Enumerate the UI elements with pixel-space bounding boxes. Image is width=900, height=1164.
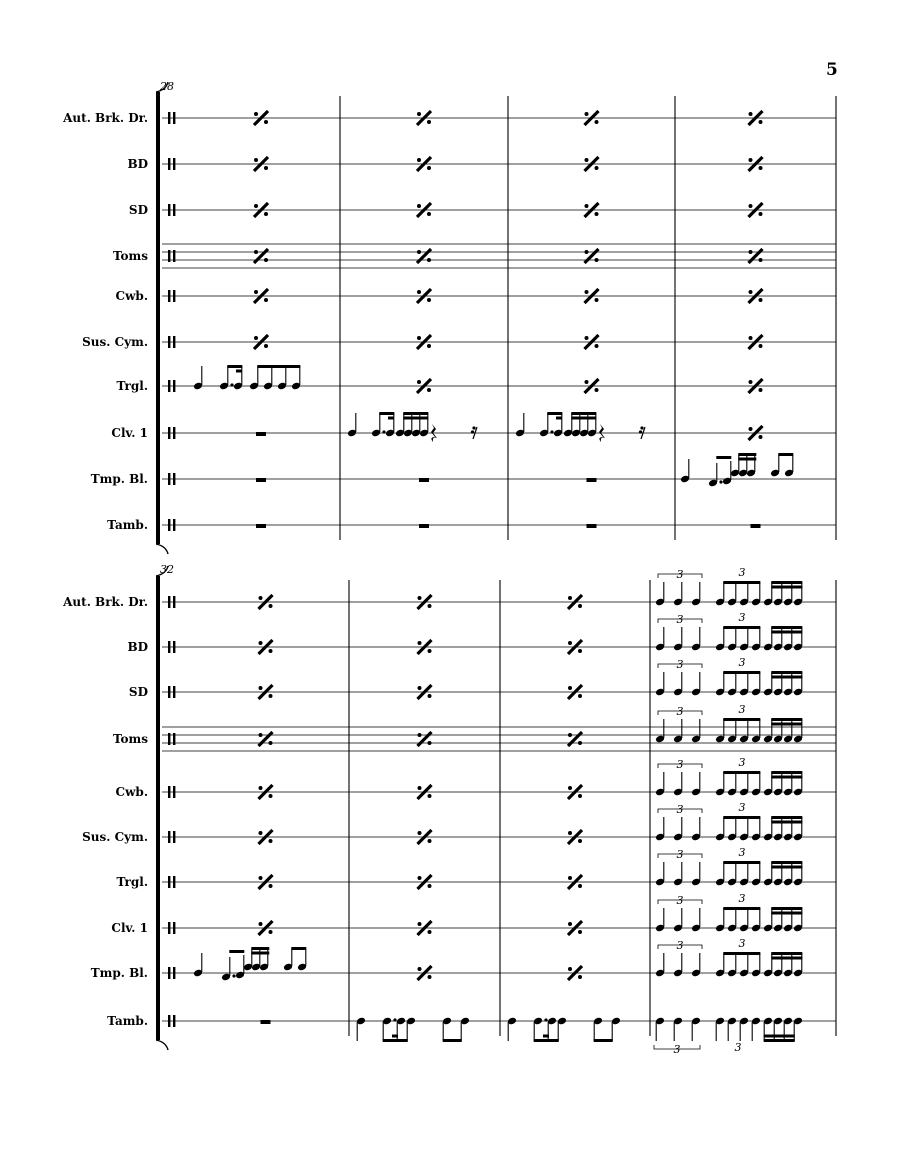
tuplet-number: 3 <box>676 705 684 718</box>
percussion-clef <box>173 158 175 170</box>
whole-rest <box>256 524 266 528</box>
measure-4-cell <box>655 937 803 977</box>
percussion-clef <box>173 733 175 745</box>
percussion-clef <box>173 641 175 653</box>
tuplet-number: 3 <box>738 892 746 905</box>
page-number: 5 <box>826 60 838 80</box>
tuplet-number: 3 <box>676 758 684 771</box>
measure-4-cell <box>655 892 803 932</box>
percussion-clef <box>168 158 170 170</box>
beam <box>547 412 562 415</box>
whole-rest <box>419 524 429 528</box>
beam <box>771 676 802 679</box>
tuplet-number: 3 <box>738 566 746 579</box>
beam <box>571 412 596 415</box>
percussion-clef <box>168 733 170 745</box>
beam <box>771 631 802 634</box>
tuplet-number: 3 <box>738 656 746 669</box>
beam <box>738 458 756 461</box>
instrument-label: Tamb. <box>107 1014 148 1028</box>
percussion-clef <box>173 380 175 392</box>
measure-4-cell <box>654 1017 803 1056</box>
augmentation-dot <box>719 480 722 483</box>
tuplet-number: 3 <box>676 894 684 907</box>
percussion-clef <box>173 519 175 531</box>
augmentation-dot <box>230 383 233 386</box>
beam <box>771 771 802 774</box>
tuplet-number: 3 <box>676 658 684 671</box>
beam <box>723 952 760 955</box>
percussion-clef <box>168 967 170 979</box>
tuplet-number: 3 <box>738 611 746 624</box>
percussion-clef <box>173 427 175 439</box>
measure-repeat-sign <box>418 732 432 746</box>
instrument-label: SD <box>128 685 148 699</box>
measure-3-cell <box>568 732 582 746</box>
beam <box>543 1035 549 1038</box>
beam <box>403 412 428 415</box>
beam <box>771 952 802 955</box>
measure-4-cell <box>655 611 803 651</box>
bracket-bottom-hook <box>156 544 168 554</box>
measure-4-cell <box>655 566 803 606</box>
tuplet-number: 3 <box>738 703 746 716</box>
percussion-clef <box>168 250 170 262</box>
augmentation-dot <box>382 430 385 433</box>
measure-repeat-sign <box>585 249 599 263</box>
beam <box>771 866 802 869</box>
beam <box>379 412 394 415</box>
measure-2-cell <box>419 478 429 482</box>
percussion-clef <box>168 336 170 348</box>
system-1 <box>62 80 836 554</box>
measure-1-cell <box>256 478 266 482</box>
beam <box>723 718 760 721</box>
percussion-clef <box>168 641 170 653</box>
beam <box>251 947 269 950</box>
measure-4-cell <box>655 703 803 743</box>
percussion-clef <box>168 112 170 124</box>
augmentation-dot <box>232 974 235 977</box>
percussion-clef <box>168 831 170 843</box>
beam <box>771 776 802 779</box>
beam <box>443 1039 462 1042</box>
percussion-clef <box>173 786 175 798</box>
instrument-label: Sus. Cym. <box>82 830 148 844</box>
percussion-clef <box>168 686 170 698</box>
sixteenth-rest-dot <box>472 426 475 429</box>
instrument-label: Clv. 1 <box>111 921 148 935</box>
augmentation-dot <box>393 1018 396 1021</box>
beam <box>771 718 802 721</box>
whole-rest <box>751 524 761 528</box>
percussion-clef <box>173 596 175 608</box>
measure-2-cell <box>356 1017 470 1042</box>
beam <box>771 816 802 819</box>
beam <box>257 365 300 368</box>
percussion-clef <box>173 686 175 698</box>
measure-1-cell <box>259 732 273 746</box>
tuplet-number: 3 <box>676 848 684 861</box>
tuplet-number: 3 <box>676 939 684 952</box>
measure-repeat-sign <box>417 249 431 263</box>
percussion-clef <box>168 380 170 392</box>
measure-2-cell <box>417 249 431 263</box>
percussion-clef <box>173 473 175 485</box>
percussion-clef <box>173 876 175 888</box>
whole-rest <box>256 478 266 482</box>
percussion-clef <box>173 922 175 934</box>
beam <box>251 952 269 955</box>
measure-1-cell <box>256 432 266 436</box>
measure-4-cell <box>680 453 794 487</box>
sixteenth-rest-dot <box>639 430 642 433</box>
beam <box>723 626 760 629</box>
whole-rest <box>419 478 429 482</box>
measure-repeat-sign <box>254 249 268 263</box>
beam <box>764 1039 795 1042</box>
measure-1-cell <box>254 249 268 263</box>
whole-rest <box>587 524 597 528</box>
augmentation-dot <box>544 1018 547 1021</box>
beam <box>534 1039 559 1042</box>
percussion-clef <box>173 336 175 348</box>
measure-1-cell <box>193 947 307 981</box>
beam <box>403 417 428 420</box>
instrument-label: Toms <box>112 249 148 263</box>
beam <box>723 771 760 774</box>
beam <box>723 671 760 674</box>
beam <box>771 626 802 629</box>
tuplet-number: 3 <box>676 803 684 816</box>
measure-2-cell <box>347 412 477 442</box>
system-2 <box>62 563 836 1056</box>
measure-repeat-sign <box>749 249 763 263</box>
percussion-clef <box>173 967 175 979</box>
sixteenth-rest-dot <box>640 426 643 429</box>
beam <box>716 456 731 459</box>
measure-number: 32 <box>160 563 174 576</box>
measure-4-cell <box>655 756 803 796</box>
beam <box>771 723 802 726</box>
instrument-label: Aut. Brk. Dr. <box>63 595 148 609</box>
instrument-label: Toms <box>112 732 148 746</box>
instrument-label: Tmp. Bl. <box>90 472 148 486</box>
beam <box>291 947 306 950</box>
beam <box>723 581 760 584</box>
percussion-clef <box>168 473 170 485</box>
measure-number: 28 <box>160 80 174 93</box>
measure-1-cell <box>256 524 266 528</box>
beam <box>236 370 242 373</box>
instrument-label: Cwb. <box>115 785 148 799</box>
beam <box>388 417 394 420</box>
instrument-label: Trgl. <box>116 875 148 889</box>
measure-4-cell <box>749 249 763 263</box>
beam <box>594 1039 613 1042</box>
percussion-clef <box>168 519 170 531</box>
beam <box>723 907 760 910</box>
instrument-label: Cwb. <box>115 289 148 303</box>
bracket-bottom-hook <box>156 1040 168 1050</box>
beam <box>771 821 802 824</box>
beam <box>723 861 760 864</box>
beam <box>556 417 562 420</box>
percussion-clef <box>173 204 175 216</box>
beam <box>771 912 802 915</box>
tuplet-number: 3 <box>676 568 684 581</box>
percussion-clef <box>168 204 170 216</box>
percussion-clef <box>173 290 175 302</box>
beam <box>723 816 760 819</box>
whole-rest <box>256 432 266 436</box>
beam <box>392 1035 398 1038</box>
percussion-clef <box>173 1015 175 1027</box>
measure-repeat-sign <box>568 732 582 746</box>
beam <box>771 957 802 960</box>
percussion-clef <box>168 876 170 888</box>
beam <box>778 453 793 456</box>
percussion-clef <box>168 596 170 608</box>
beam <box>738 453 756 456</box>
percussion-clef <box>173 831 175 843</box>
instrument-label: BD <box>127 157 148 171</box>
percussion-clef <box>173 250 175 262</box>
instrument-label: Trgl. <box>116 379 148 393</box>
measure-1-cell <box>193 365 301 390</box>
beam <box>771 671 802 674</box>
instrument-label: Clv. 1 <box>111 426 148 440</box>
instrument-label: Aut. Brk. Dr. <box>63 111 148 125</box>
percussion-clef <box>173 112 175 124</box>
percussion-clef <box>168 290 170 302</box>
percussion-clef <box>168 786 170 798</box>
beam <box>764 1035 795 1038</box>
tuplet-number: 3 <box>738 756 746 769</box>
tuplet-number: 3 <box>738 846 746 859</box>
measure-3-cell <box>585 249 599 263</box>
beam <box>229 950 244 953</box>
instrument-label: BD <box>127 640 148 654</box>
percussion-clef <box>168 922 170 934</box>
measure-3-cell <box>507 1017 621 1042</box>
instrument-label: Sus. Cym. <box>82 335 148 349</box>
measure-1-cell <box>261 1020 271 1024</box>
instrument-label: Tmp. Bl. <box>90 966 148 980</box>
measure-4-cell <box>655 846 803 886</box>
measure-4-cell <box>655 801 803 841</box>
beam <box>771 581 802 584</box>
measure-4-cell <box>655 656 803 696</box>
instrument-label: SD <box>128 203 148 217</box>
beam <box>771 586 802 589</box>
percussion-clef <box>168 1015 170 1027</box>
measure-4-cell <box>751 524 761 528</box>
measure-2-cell <box>419 524 429 528</box>
tuplet-number: 3 <box>734 1041 742 1054</box>
beam <box>227 365 242 368</box>
beam <box>383 1039 408 1042</box>
measure-3-cell <box>587 478 597 482</box>
tuplet-number: 3 <box>673 1043 681 1056</box>
whole-rest <box>587 478 597 482</box>
beam <box>571 417 596 420</box>
measure-repeat-sign <box>259 732 273 746</box>
whole-rest <box>261 1020 271 1024</box>
measure-3-cell <box>587 524 597 528</box>
measure-3-cell <box>515 412 645 442</box>
tuplet-number: 3 <box>738 801 746 814</box>
augmentation-dot <box>550 430 553 433</box>
tuplet-number: 3 <box>738 937 746 950</box>
sixteenth-rest-dot <box>471 430 474 433</box>
beam <box>771 907 802 910</box>
beam <box>771 861 802 864</box>
percussion-clef <box>168 427 170 439</box>
instrument-label: Tamb. <box>107 518 148 532</box>
measure-2-cell <box>418 732 432 746</box>
tuplet-number: 3 <box>676 613 684 626</box>
